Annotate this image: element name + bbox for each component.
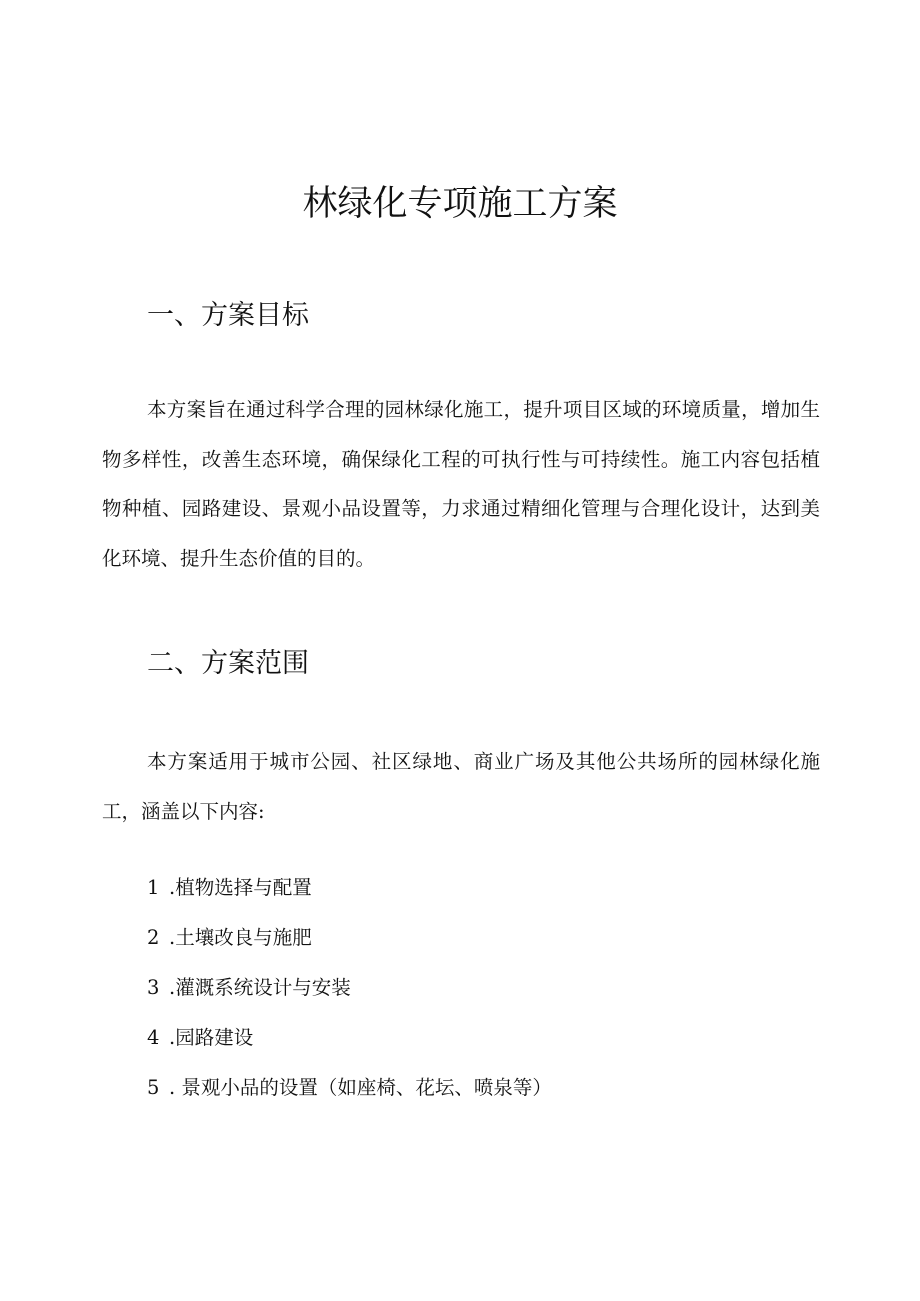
list-item-number: 2 <box>147 926 160 949</box>
list-item-text: . 景观小品的设置（如座椅、花坛、喷泉等） <box>169 1076 552 1099</box>
list-item <box>147 965 552 1015</box>
section-paragraph-scope: 本方案适用于城市公园、社区绿地、商业广场及其他公共场所的园林绿化施工，涵盖以下内容: <box>102 750 820 823</box>
list-item-number: 4 <box>147 1026 160 1049</box>
list-item-text: .植物选择与配置 <box>169 876 312 899</box>
list-item-number: 1 <box>147 876 160 899</box>
section-paragraph-goals: 本方案旨在通过科学合理的园林绿化施工，提升项目区域的环境质量，增加生物多样性，改善生态环境，确保绿化工程的可执行性与可持续性。施工内容包括植物种植、园路建设、景观小品设置等，力求通过精细化管理与合理化设计，达到美化环境、提升生态价值的目的。 <box>102 398 820 570</box>
list-item-text: .园路建设 <box>169 1026 254 1049</box>
list-item-number: 5 <box>147 1076 160 1099</box>
list-item-text: .土壤改良与施肥 <box>169 926 312 949</box>
list-item-number: 3 <box>147 976 160 999</box>
section-heading-scope: 二、方案范围 <box>147 648 309 679</box>
list-item <box>147 915 552 965</box>
list-item <box>147 1065 552 1115</box>
list-item <box>147 1015 552 1065</box>
list-item-text: .灌溉系统设计与安装 <box>169 976 351 999</box>
section-heading-goals: 一、方案目标 <box>147 300 309 331</box>
document-title: 林绿化专项施工方案 <box>302 184 618 224</box>
scope-list <box>147 865 552 1115</box>
list-item <box>147 865 552 915</box>
